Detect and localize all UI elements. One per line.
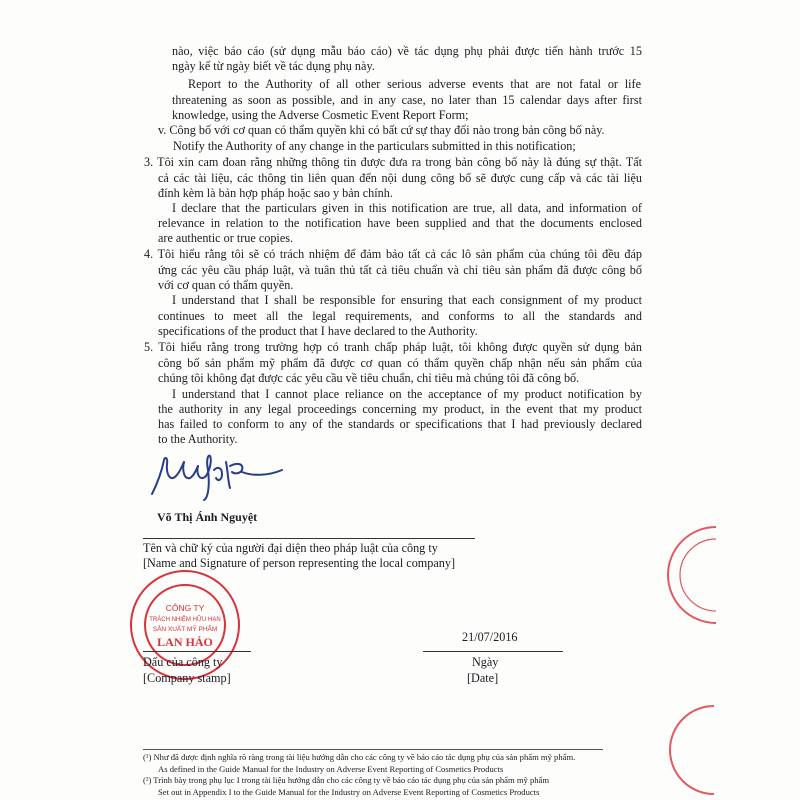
body-line: đính kèm là bản hợp pháp hoặc sao y bản chính. (158, 186, 393, 200)
signature-caption-en: [Name and Signature of person representing the local company] (143, 556, 456, 570)
date-caption-vi: Ngày (472, 655, 499, 669)
svg-text:LAN HẢO: LAN HẢO (157, 635, 213, 649)
body-line: relevance in relation to the notification have been supplied and that the documents enclosed (158, 216, 642, 230)
stamp-line (143, 651, 251, 652)
body-line: nào, việc báo cáo (sử dụng mẫu báo cáo) về tác dụng phụ phải được tiến hành trước 15 (172, 44, 642, 58)
stamp-caption-en: [Company stamp] (143, 671, 231, 685)
body-line: I understand that I shall be responsible for ensuring that each consignment of my product (172, 293, 642, 307)
body-line: I understand that I cannot place reliance on the acceptance of my product notification by (172, 387, 642, 401)
body-line: 4. Tôi hiểu rằng tôi sẽ có trách nhiệm để đảm bảo tất cả các lô sản phẩm của chúng tôi đều đáp (144, 247, 642, 261)
date-caption-en: [Date] (467, 671, 499, 685)
body-line: to the Authority. (158, 432, 238, 446)
signature-caption-vi: Tên và chữ ký của người đại diện theo pháp luật của công ty (143, 541, 438, 555)
signature-line (143, 538, 475, 539)
body-line: threatening as soon as possible, and in any case, no later than 15 calendar days after first (172, 93, 642, 107)
edge-stamp-partial (656, 520, 716, 630)
svg-text:SẢN XUẤT MỸ PHẨM: SẢN XUẤT MỸ PHẨM (152, 626, 218, 633)
body-line: 3. Tôi xin cam đoan rằng những thông tin được đưa ra trong bản công bố này là đúng sự thật. Tất (144, 155, 642, 169)
svg-text:CÔNG TY: CÔNG TY (165, 603, 205, 613)
body-line: Notify the Authority of any change in the particulars submitted in this notification; (173, 139, 576, 153)
body-line: v. Công bố với cơ quan có thẩm quyền khi có bất cứ sự thay đổi nào trong bản công bố này. (158, 123, 605, 137)
footnote-1-en: As defined in the Guide Manual for the Industry on Adverse Event Reporting of Cosmetics Products (158, 764, 504, 774)
body-line: has failed to conform to any of the standards or specifications that I had previously declared (158, 417, 642, 431)
body-line: Report to the Authority of all other serious adverse events that are not fatal or life (188, 77, 641, 91)
footnote-1-vi: (¹) Như đã được định nghĩa rõ ràng trong tài liệu hướng dẫn cho các công ty về báo cáo tác dụng phụ của sản phẩm mỹ phẩm. (143, 752, 576, 762)
body-line: ngày kể từ ngày biết về tác dụng phụ này. (172, 59, 375, 73)
body-line: are authentic or true copies. (158, 231, 294, 245)
stamp-caption-vi: Dấu của công ty (143, 655, 223, 669)
footnote-rule (143, 749, 603, 750)
body-line: chúng tôi không đạt được các yêu cầu về tiêu chuẩn, chỉ tiêu mà chúng tôi đã công bố. (158, 371, 580, 385)
body-line: công bố sản phẩm mỹ phẩm đã được cơ quan có thẩm quyền chấp nhận nếu sản phẩm của (158, 356, 642, 370)
body-line: ứng các yêu cầu pháp luật, và tuân thủ tất cả tiêu chuẩn và chỉ tiêu sản phẩm đã được công bố (158, 263, 642, 277)
body-line: I declare that the particulars given in this notification are true, all data, and information of (172, 201, 642, 215)
body-line: the authority in any legal proceedings concerning my product, in the event that my product (158, 402, 642, 416)
edge-stamp-partial (664, 700, 714, 800)
body-line: specifications of the product that I have declared to the Authority. (158, 324, 478, 338)
body-line: cả các tài liệu, các thông tin liên quan đến nội dung công bố sẽ được cung cấp và các tài liệu (158, 171, 642, 185)
body-line: continues to meet all the legal requirements, and conforms to all the standards and (158, 309, 642, 323)
svg-text:TRÁCH NHIỆM HỮU HẠN: TRÁCH NHIỆM HỮU HẠN (149, 617, 221, 623)
signatory-name: Võ Thị Ánh Nguyệt (157, 510, 258, 524)
body-line: knowledge, using the Adverse Cosmetic Event Report Form; (172, 108, 469, 122)
date-line (423, 651, 563, 652)
handwritten-signature (148, 452, 288, 504)
footnote-2-vi: (²) Trình bày trong phụ lục I trong tài liệu hướng dẫn cho các công ty về báo cáo tác dụng phụ của sản phẩm mỹ phẩm (143, 775, 550, 785)
date-value: 21/07/2016 (462, 630, 518, 644)
body-line: 5. Tôi hiểu rằng trong trường hợp có tranh chấp pháp luật, tôi không được quyền sử dụng bản (144, 340, 642, 354)
footnote-2-en: Set out in Appendix I to the Guide Manual for the Industry on Adverse Event Reporting of Cosmetics Products (158, 787, 540, 797)
body-line: với cơ quan có thẩm quyền. (158, 278, 294, 292)
